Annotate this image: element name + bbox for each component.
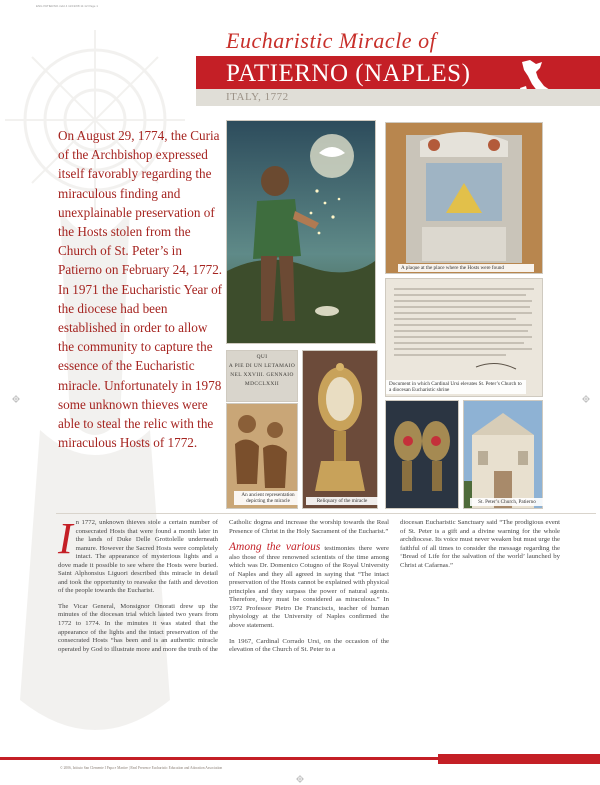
registration-mark-icon xyxy=(582,395,590,403)
body-column-2 xyxy=(229,519,389,662)
col1-paragraph-1-text: n 1772, unknown thieves stole a certain number of consecrated Hosts that were found a month later in the lands of Duke Delle Grottolelle underneath manure. However the Sacred Hosts were completely intact. The appearance of mysterious lights and a dove made it possible to see where the Hosts were buried. Saint Alphonsius Liguori described this miracle in detail and took the opportunity to reawake the faith and devotion of the people towards the Eucharist. xyxy=(58,519,218,595)
plaque-photo xyxy=(385,122,543,274)
drop-cap: I xyxy=(58,514,73,563)
col3-paragraph-1: diocesan Eucharistic Sanctuary said “The prodigious event of St. Peter is a gift and a divine warning for the whole archdiocese. Its voice must never weaken but must urge the faithful of all times to consider the message regarding the ‘Bread of Life for the salvation of the world’ launched by Christ at Cafarnas.” xyxy=(400,519,560,569)
col2-paragraph-2 xyxy=(229,543,389,630)
inscription-line-3: NEL XXVIII. GENNAIO xyxy=(230,372,294,378)
caption-plaque: A plaque at the place where the Hosts were found xyxy=(398,264,534,272)
intro-text xyxy=(58,126,224,452)
col2-paragraph-3: In 1967, Cardinal Corrado Ursi, on the occasion of the elevation of the Church of St. Peter to a xyxy=(229,637,389,654)
title-band xyxy=(196,56,600,89)
caption-church: St. Peter’s Church, Patierno xyxy=(470,498,544,506)
col1-paragraph-2: The Vicar General, Monsignor Onorati drew up the minutes of the diocesan trial which lasted two years from 1772 to 1774. In the minutes it was stated that the appearance of the lights and the intact preservation of the consecrated Hosts “has been and is an authentic miracle operated by God to illustrate more and more the truth of the xyxy=(58,602,218,653)
registration-mark-icon xyxy=(296,775,304,783)
inscription-line-1: QUI xyxy=(256,354,268,360)
inscription-line-2: A PIE DI UN LETAMAIO xyxy=(228,363,296,369)
col2-paragraph-2-text: testimonies there were also those of three renowned scientists of the time among which was Dr. Domenico Cotugno of the Royal University of Naples and they all agreed in saying that “The intact preservation of the Hosts cannot be explained with physical principles and they surpass the power of natural agents. Therefore, they must be considered as miraculous.” In 1972 Professor Pietro De Franciscis, teacher of human physiology at the University of Naples confirmed the above statement. xyxy=(229,545,389,630)
body-column-1 xyxy=(58,514,218,661)
print-slug: ENG PATIERNO.indd 4 11/19/08 11:12 Page 1 xyxy=(36,4,98,8)
col1-paragraph-1 xyxy=(58,514,218,596)
intro-paragraph-2: In 1971 the Eucharistic Year of the diocese had been established in order to allow the community to capture the essence of the Eucharistic miracle. Unfortunately in 1978 some unknown thieves were able to steal the relic with the miraculous Hosts of 1772. xyxy=(58,281,223,451)
subtitle-band xyxy=(196,89,600,106)
subtitle: ITALY, 1772 xyxy=(226,91,289,103)
registration-mark-icon xyxy=(12,395,20,403)
inscription-line-4: MDCCLXXII xyxy=(244,381,280,387)
page-title: PATIERNO (NAPLES) xyxy=(226,60,471,87)
miracle-painting xyxy=(226,120,376,344)
col2-paragraph-1: Catholic dogma and increase the worship towards the Real Presence of Christ in the Holy Sacrament of the Eucharist.” xyxy=(229,519,389,535)
church-photo xyxy=(463,400,543,509)
caption-representation: An ancient representation depicting the miracle xyxy=(234,491,302,505)
section-divider xyxy=(56,513,596,514)
inscription-photo xyxy=(226,350,298,402)
script-title: Eucharistic Miracle of xyxy=(226,28,437,53)
reliquary-photo xyxy=(302,350,378,509)
caption-document: Document in which Cardinal Ursi elevates St. Peter’s Church to a diocesan Eucharistic shrine xyxy=(386,380,526,394)
caption-reliquary: Reliquary of the miracle xyxy=(306,497,378,505)
body-column-3 xyxy=(400,519,560,577)
intro-paragraph-1: On August 29, 1774, the Curia of the Archbishop expressed itself favorably regarding the miraculous finding and unexplainable preservation of the Hosts stolen from the Church of St. Peter’s in Patierno on February 24, 1772. xyxy=(58,128,223,278)
sanctuary-photo xyxy=(385,400,459,509)
lead-in-text: Among the various xyxy=(229,541,321,554)
footer-band xyxy=(438,754,600,764)
footer-copyright: © 2006, Istituto San Clemente I Papa e Martire | Real Presence Eucharistic Education and Adoration Association xyxy=(60,766,223,770)
